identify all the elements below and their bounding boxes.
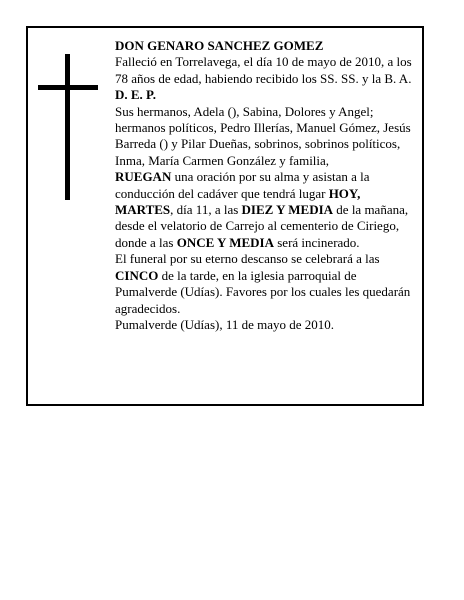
request-text-2: , día 11, a las [170,202,242,218]
ruegan-text: RUEGAN [115,169,172,185]
request-text-3: de la mañana, desde el velatorio de Carrejo al cementerio de Ciriego, donde a las [115,202,409,250]
ceremony-request [115,169,421,251]
obituary-notice [26,26,424,406]
funeral-info [115,251,421,317]
day-text: HOY, MARTES [115,185,361,218]
incineration-time: ONCE Y MEDIA [176,234,274,250]
deceased-name: DON GENARO SANCHEZ GOMEZ [115,38,324,53]
death-info: Falleció en Torrelavega, el día 10 de mayo de 2010, a los 78 años de edad, habiendo recibido los SS. SS. y la B. A. [115,54,412,86]
request-text-4: será incinerado. [274,234,360,250]
funeral-text-2: de la tarde, en la iglesia parroquial de Pumalverde (Udías). Favores por los cuales les quedarán agradecidos. [115,267,411,316]
request-text-1: una oración por su alma y asistan a la conducción del cadáver que tendrá lugar [115,169,370,201]
notice-text [115,38,421,333]
conduction-time: DIEZ Y MEDIA [241,202,334,218]
funeral-time: CINCO [115,267,159,283]
cross-vertical-bar [65,54,70,200]
cross-horizontal-bar [38,85,98,90]
place-date: Pumalverde (Udías), 11 de mayo de 2010. [115,316,335,332]
rip-text: D. E. P. [115,87,157,103]
funeral-text-1: El funeral por su eterno descanso se celebrará a las [115,251,380,267]
relatives-list: Sus hermanos, Adela (), Sabina, Dolores y Angel; hermanos políticos, Pedro Illerías, Manuel Gómez, Jesús Barreda () y Pilar Dueñas, sobrinos, sobrinos políticos, Inma, María Carmen González y familia, [115,103,411,168]
cross-icon [38,54,98,200]
